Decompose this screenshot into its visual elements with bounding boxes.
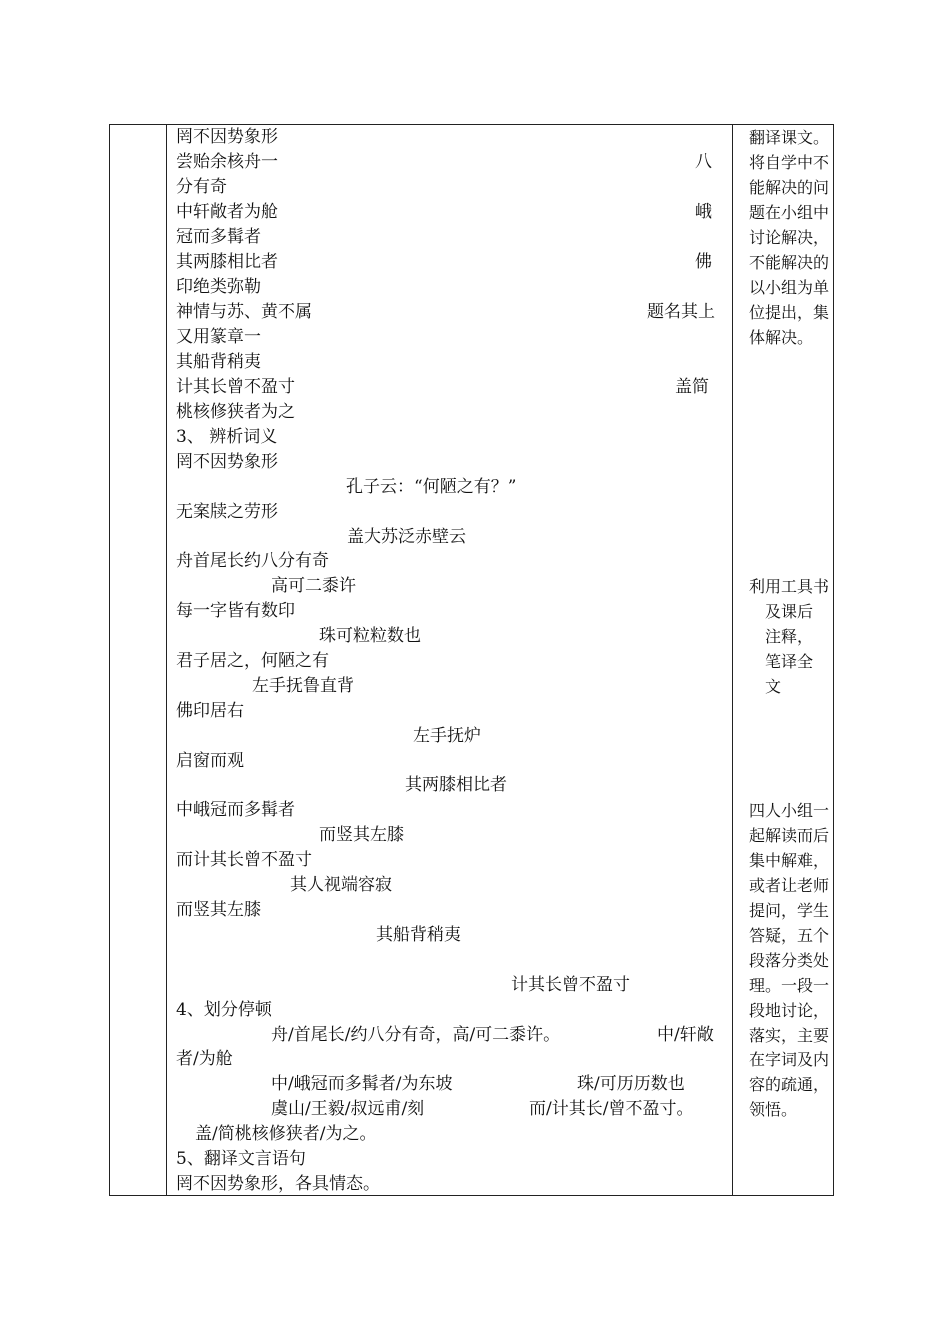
note-line: 不能解决的 (749, 253, 830, 272)
text-line: 中轩敞者为舱 (176, 202, 278, 222)
text-line: 罔不因势象形，各具情态。 (176, 1174, 380, 1194)
note-line: 注释， (765, 627, 814, 646)
note-line: 或者让老师 (749, 876, 830, 895)
text-line: 启窗而观 (176, 751, 244, 771)
text-line: 而竖其左膝 (176, 900, 261, 920)
text-line: 桃核修狭者为之 (176, 402, 295, 422)
text-line: 左手抚炉 (413, 726, 481, 746)
text-line: 每一字皆有数印 (176, 601, 295, 621)
text-line: 其人视端容寂 (290, 875, 392, 895)
content-column (167, 125, 732, 1195)
text-line: 中峨冠而多髯者 (176, 800, 295, 820)
text-line: 盖大苏泛赤壁云 (347, 527, 466, 547)
text-line: 左手抚鲁直背 (252, 676, 354, 696)
note-line: 翻译课文。 (749, 128, 830, 147)
text-line: 罔不因势象形 (176, 127, 278, 147)
note-line: 提问，学生 (749, 901, 830, 920)
text-line: 分有奇 (176, 177, 227, 197)
note-line: 集中解难， (749, 851, 830, 870)
note-line: 笔译全 (765, 652, 814, 671)
text-line: 珠/可历历数也 (577, 1074, 685, 1094)
text-line: 峨 (695, 202, 712, 222)
text-line: 中/轩敞 (657, 1025, 714, 1045)
text-line: 无案牍之劳形 (176, 502, 278, 522)
notes-column (741, 125, 829, 1195)
note-line: 段落分类处 (749, 951, 830, 970)
text-line: 其船背稍夷 (376, 925, 461, 945)
note-line: 能解决的问 (749, 178, 830, 197)
note-line: 四人小组一 (749, 801, 830, 820)
text-line: 虞山/王毅/叔远甫/刻 (271, 1099, 425, 1119)
note-line: 体解决。 (749, 328, 814, 347)
text-line: 印绝类弥勒 (176, 277, 261, 297)
note-line: 讨论解决， (749, 228, 830, 247)
text-line: 而计其长曾不盈寸 (176, 850, 312, 870)
text-line: 计其长曾不盈寸 (176, 377, 295, 397)
note-line: 理。一段一 (749, 976, 830, 995)
note-line: 容的疏通， (749, 1075, 830, 1094)
note-line: 段地讨论， (749, 1001, 830, 1020)
text-line: 其两膝相比者 (405, 775, 507, 795)
text-line: 而/计其长/曾不盈寸。 (529, 1099, 694, 1119)
lesson-table (109, 124, 834, 1196)
note-line: 领悟。 (749, 1100, 798, 1119)
text-line: 八 (695, 152, 712, 172)
section-heading: 5、翻译文言语句 (176, 1149, 306, 1169)
text-line: 盖简 (675, 377, 709, 397)
text-line: 其船背稍夷 (176, 352, 261, 372)
section-heading: 3、 辨析词义 (176, 427, 278, 447)
note-line: 落实，主要 (749, 1026, 830, 1045)
text-line: 其两膝相比者 (176, 252, 278, 272)
column-divider-right (732, 125, 733, 1195)
text-line: 又用篆章一 (176, 327, 261, 347)
note-line: 以小组为单 (749, 278, 830, 297)
text-line: 尝贻余核舟一 (176, 152, 278, 172)
text-line: 盖/简桃核修狭者/为之。 (195, 1124, 377, 1144)
text-line: 孔子云：“何陋之有？” (346, 477, 517, 497)
text-line: 冠而多髯者 (176, 227, 261, 247)
text-line: 高可二黍许 (271, 576, 356, 596)
text-line: 神情与苏、黄不属 (176, 302, 312, 322)
text-line: 佛印居右 (176, 701, 244, 721)
note-line: 题在小组中 (749, 203, 830, 222)
text-line: 计其长曾不盈寸 (511, 975, 630, 995)
text-line: 罔不因势象形 (176, 452, 278, 472)
text-line: 舟首尾长约八分有奇 (176, 551, 329, 571)
text-line: 者/为舱 (176, 1049, 233, 1069)
note-line: 起解读而后 (749, 826, 830, 845)
text-line: 佛 (695, 252, 712, 272)
note-line: 将自学中不 (749, 153, 830, 172)
note-line: 及课后 (765, 602, 814, 621)
text-line: 君子居之，何陋之有 (176, 651, 329, 671)
note-line: 在字词及内 (749, 1050, 830, 1069)
note-line: 利用工具书 (749, 577, 830, 596)
note-line: 答疑，五个 (749, 926, 830, 945)
section-heading: 4、划分停顿 (176, 1000, 272, 1020)
text-line: 而竖其左膝 (319, 825, 404, 845)
note-line: 文 (765, 677, 782, 696)
note-line: 位提出，集 (749, 303, 830, 322)
text-line: 题名其上 (647, 302, 715, 322)
text-line: 珠可粒粒数也 (319, 626, 421, 646)
text-line: 中/峨冠而多髯者/为东坡 (271, 1074, 453, 1094)
text-line: 舟/首尾长/约八分有奇，高/可二黍许。 (271, 1025, 561, 1045)
